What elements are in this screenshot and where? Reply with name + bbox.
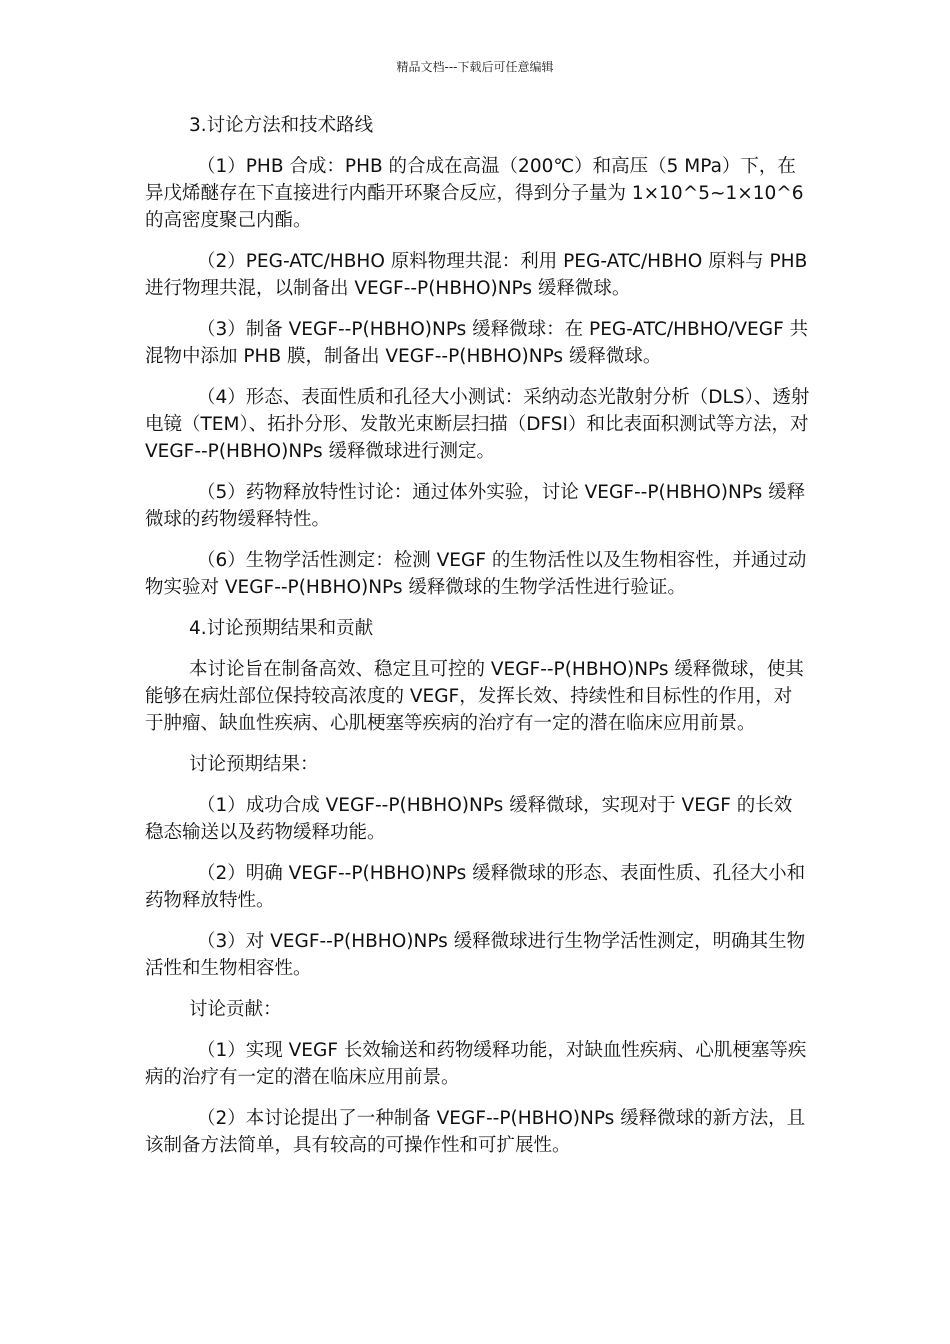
paragraph-aim: 本讨论旨在制备高效、稳定且可控的 VEGF--P(HBHO)NPs 缓释微球，使其能够在病灶部位保持较高浓度的 VEGF，发挥长效、持续性和目标性的作用，对于肿瘤、缺血性疾病、心肌梗塞等疾病的治疗有一定的潜在临床应用前景。 — [145, 659, 804, 734]
section-heading-results: 4.讨论预期结果和贡献 — [189, 618, 374, 639]
subheading-expected-results: 讨论预期结果： — [189, 754, 319, 775]
section-heading-methods: 3.讨论方法和技术路线 — [189, 115, 374, 136]
page-header: 精品文档---下载后可任意编辑 — [396, 60, 554, 74]
paragraph-drug-release: （5）药物释放特性讨论：通过体外实验，讨论 VEGF--P(HBHO)NPs 缓释微球的药物缓释特性。 — [145, 482, 806, 530]
contribution-item-1: （1）实现 VEGF 长效输送和药物缓释功能，对缺血性疾病、心肌梗塞等疾病的治疗有一定的潜在临床应用前景。 — [145, 1040, 807, 1088]
paragraph-physical-blending: （2）PEG-ATC/HBHO 原料物理共混：利用 PEG-ATC/HBHO 原料与 PHB 进行物理共混，以制备出 VEGF--P(HBHO)NPs 缓释微球。 — [145, 251, 808, 299]
result-item-3: （3）对 VEGF--P(HBHO)NPs 缓释微球进行生物学活性测定，明确其生物活性和生物相容性。 — [145, 931, 806, 979]
document-body — [145, 112, 810, 1173]
contribution-item-2: （2）本讨论提出了一种制备 VEGF--P(HBHO)NPs 缓释微球的新方法，且该制备方法简单，具有较高的可操作性和可扩展性。 — [145, 1108, 806, 1156]
paragraph-morphology-testing: （4）形态、表面性质和孔径大小测试：采纳动态光散射分析（DLS）、透射电镜（TEM）、拓扑分形、发散光束断层扫描（DFSI）和比表面积测试等方法，对 VEGF--P(HBHO)NPs 缓释微球进行测定。 — [145, 387, 810, 462]
paragraph-phb-synthesis: （1）PHB 合成：PHB 的合成在高温（200℃）和高压（5 MPa）下，在异戊烯醚存在下直接进行内酯开环聚合反应，得到分子量为 1×10^5~1×10^6 的高密度聚己内酯。 — [145, 156, 804, 231]
paragraph-microsphere-preparation: （3）制备 VEGF--P(HBHO)NPs 缓释微球：在 PEG-ATC/HBHO/VEGF 共混物中添加 PHB 膜，制备出 VEGF--P(HBHO)NPs 缓释微球。 — [145, 319, 809, 367]
paragraph-bioactivity: （6）生物学活性测定：检测 VEGF 的生物活性以及生物相容性，并通过动物实验对 VEGF--P(HBHO)NPs 缓释微球的生物学活性进行验证。 — [145, 550, 807, 598]
result-item-1: （1）成功合成 VEGF--P(HBHO)NPs 缓释微球，实现对于 VEGF 的长效稳态输送以及药物缓释功能。 — [145, 795, 793, 843]
subheading-contributions: 讨论贡献： — [189, 999, 282, 1020]
result-item-2: （2）明确 VEGF--P(HBHO)NPs 缓释微球的形态、表面性质、孔径大小和药物释放特性。 — [145, 863, 806, 911]
